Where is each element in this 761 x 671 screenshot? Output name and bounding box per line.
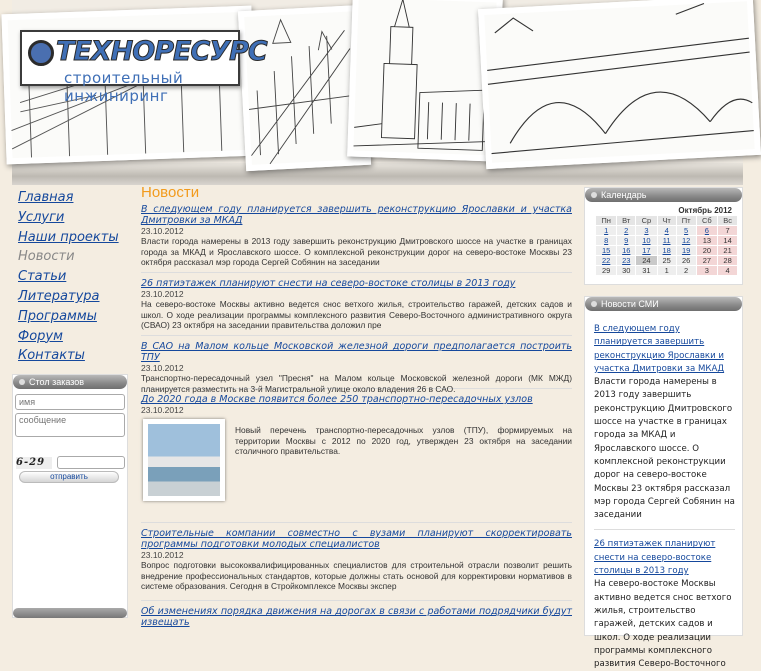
news-title-link[interactable]: Об изменениях порядка движения на дорогах в связи с работами подрядчики будут извещать	[141, 606, 572, 628]
divider	[594, 529, 735, 530]
menu-item-home[interactable]: Главная	[18, 190, 74, 205]
calendar-day[interactable]: 4	[657, 226, 676, 236]
calendar-day: 1	[657, 266, 676, 276]
menu-item-literature[interactable]: Литература	[18, 288, 100, 304]
news-list	[141, 184, 572, 637]
weekday-header: Чт	[657, 216, 676, 226]
media-news-panel	[584, 296, 743, 670]
menu-item-contacts[interactable]: Контакты	[18, 348, 85, 364]
logo-gear-icon	[28, 40, 54, 66]
calendar-day[interactable]: 3	[636, 226, 657, 236]
calendar-day[interactable]: 19	[676, 246, 696, 256]
calendar-day: 2	[676, 266, 696, 276]
news-title-link[interactable]: До 2020 года в Москве появится более 250 транспортно-пересадочных узлов	[141, 394, 533, 405]
calendar-day[interactable]: 23	[617, 256, 636, 266]
calendar-panel	[584, 187, 743, 285]
header-banner	[12, 0, 743, 185]
calendar-day[interactable]: 10	[636, 236, 657, 246]
calendar-day: 31	[636, 266, 657, 276]
calendar-day[interactable]: 11	[657, 236, 676, 246]
news-item	[141, 341, 572, 394]
news-title-link[interactable]: 26 пятиэтажек планируют снести на северо-востоке столицы в 2013 году	[141, 278, 516, 289]
media-news-link[interactable]: 26 пятиэтажек планируют снести на северо-востоке столицы в 2013 году	[594, 539, 716, 577]
news-item	[141, 278, 572, 336]
news-date: 23.10.2012	[141, 405, 184, 415]
message-field[interactable]	[15, 413, 125, 437]
weekday-header: Ср	[636, 216, 657, 226]
calendar-day: 30	[617, 266, 636, 276]
weekday-header: Пн	[596, 216, 617, 226]
news-title-link[interactable]: Строительные компании совместно с вузами планируют скорректировать программы подготовки молодых специалистов	[141, 528, 572, 550]
news-thumbnail[interactable]	[143, 419, 225, 501]
media-news-link[interactable]: В следующем году планируется завершить реконструкцию Ярославки и участка Дмитровки за МКАД	[594, 324, 725, 374]
calendar-day: 3	[696, 266, 718, 276]
calendar-day: 21	[718, 246, 738, 256]
send-button[interactable]: отправить	[19, 471, 119, 483]
site-logo[interactable]	[20, 30, 267, 105]
news-title-link[interactable]: В САО на Малом кольце Московской железной дороги предполагается построить ТПУ	[141, 341, 572, 363]
name-field[interactable]	[15, 394, 125, 410]
calendar-day[interactable]: 15	[596, 246, 617, 256]
news-text: Вопрос подготовки высококвалифицированных специалистов для строительной отрасли позволит решить внедрение профессиональных стандартов, которые должны стать основой для корректировки нормативов в системе образования. Сегодня в Стройкомплексе Москвы экспер	[141, 560, 572, 591]
order-form-panel	[12, 374, 128, 618]
weekday-header: Вс	[718, 216, 738, 226]
news-date: 23.10.2012	[141, 289, 184, 299]
news-date: 23.10.2012	[141, 550, 184, 560]
menu-item-programs[interactable]: Программы	[18, 308, 97, 324]
menu-item-forum[interactable]: Форум	[18, 328, 63, 344]
calendar-day: 20	[696, 246, 718, 256]
page-title: Новости	[141, 184, 200, 201]
news-item	[141, 394, 572, 523]
calendar-day[interactable]: 9	[617, 236, 636, 246]
header-shadow	[12, 163, 743, 185]
calendar-day-today: 24	[636, 256, 657, 266]
captcha-field[interactable]	[57, 456, 125, 469]
news-text: Транспортно-пересадочный узел "Пресня" на Малом кольце Московской железной дороги (МК МЖД) планируется разместить на 3-й Магистральной улице около владения 26 в САО.	[141, 373, 572, 394]
news-text: Власти города намерены в 2013 году завершить реконструкцию Дмитровского шоссе на участке в границах города за МКАД и Ярославского шоссе. О комплексной реконструкции дорог на северо-востоке Москвы 23 октября рассказал мэр города Сергей Собянин на заседании	[141, 236, 572, 267]
calendar-grid	[595, 215, 738, 276]
calendar-day[interactable]: 12	[676, 236, 696, 246]
news-text: Новый перечень транспортно-пересадочных узлов (ТПУ), формируемых на территории Москвы с 2012 по 2020 год, утвержден 23 октября на заседании столичного правительства.	[235, 425, 572, 456]
menu-item-news: Новости	[18, 249, 75, 265]
calendar-day: 28	[718, 256, 738, 266]
calendar-day: 13	[696, 236, 718, 246]
menu-item-articles[interactable]: Статьи	[18, 269, 67, 285]
news-item	[141, 606, 572, 632]
calendar-title: Календарь	[585, 188, 742, 202]
calendar-day: 27	[696, 256, 718, 266]
calendar-day[interactable]: 16	[617, 246, 636, 256]
order-form-title: Стол заказов	[13, 375, 127, 389]
main-menu	[18, 190, 119, 368]
captcha-image: 6-29	[16, 457, 52, 469]
media-news-text: Власти города намерены в 2013 году завершить реконструкцию Дмитровского шоссе на участке в границах города за МКАД и Ярославского шоссе. О комплексной реконструкции дорог на северо-востоке Москвы 23 октября рассказал мэр города Сергей Собянин на заседании	[594, 377, 735, 521]
logo-brand-name: ТЕХНОРЕСУРС	[56, 36, 267, 67]
news-date: 23.10.2012	[141, 363, 184, 373]
calendar-day[interactable]: 18	[657, 246, 676, 256]
weekday-header: Вт	[617, 216, 636, 226]
calendar-day: 14	[718, 236, 738, 246]
calendar-day: 29	[596, 266, 617, 276]
calendar-day[interactable]: 17	[636, 246, 657, 256]
calendar-day[interactable]: 1	[596, 226, 617, 236]
menu-item-services[interactable]: Услуги	[18, 209, 65, 225]
media-news-text: На северо-востоке Москвы активно ведется снос ветхого жилья, строительство гаражей, детских садов и школ. О ходе реализации программы комплексного развития Северо-Восточного	[594, 579, 732, 670]
calendar-day: 7	[718, 226, 738, 236]
calendar-day: 25	[657, 256, 676, 266]
sketch-arch-bridge	[478, 0, 761, 169]
calendar-day[interactable]: 5	[676, 226, 696, 236]
news-date: 23.10.2012	[141, 226, 184, 236]
menu-item-projects[interactable]: Наши проекты	[18, 229, 119, 245]
weekday-header: Сб	[696, 216, 718, 226]
news-item	[141, 528, 572, 601]
calendar-month: Октябрь 2012	[678, 206, 732, 215]
calendar-day: 26	[676, 256, 696, 266]
news-text: На северо-востоке Москвы активно ведется снос ветхого жилья, строительство гаражей, детских садов и школ. О ходе реализации программы комплексного развития Северо-Восточного административного округа (СВАО) 23 октября на заседании правительства доложил пре	[141, 299, 572, 330]
calendar-day[interactable]: 22	[596, 256, 617, 266]
news-title-link[interactable]: В следующем году планируется завершить реконструкцию Ярославки и участка Дмитровки за МКАД	[141, 204, 572, 226]
media-news-title: Новости СМИ	[585, 297, 742, 311]
news-item	[141, 204, 572, 273]
logo-tagline: строительный инжиниринг	[64, 69, 184, 105]
calendar-day[interactable]: 2	[617, 226, 636, 236]
weekday-header: Пт	[676, 216, 696, 226]
calendar-day: 4	[718, 266, 738, 276]
order-form-footer	[13, 608, 127, 618]
calendar-day[interactable]: 8	[596, 236, 617, 246]
calendar-day[interactable]: 6	[696, 226, 718, 236]
